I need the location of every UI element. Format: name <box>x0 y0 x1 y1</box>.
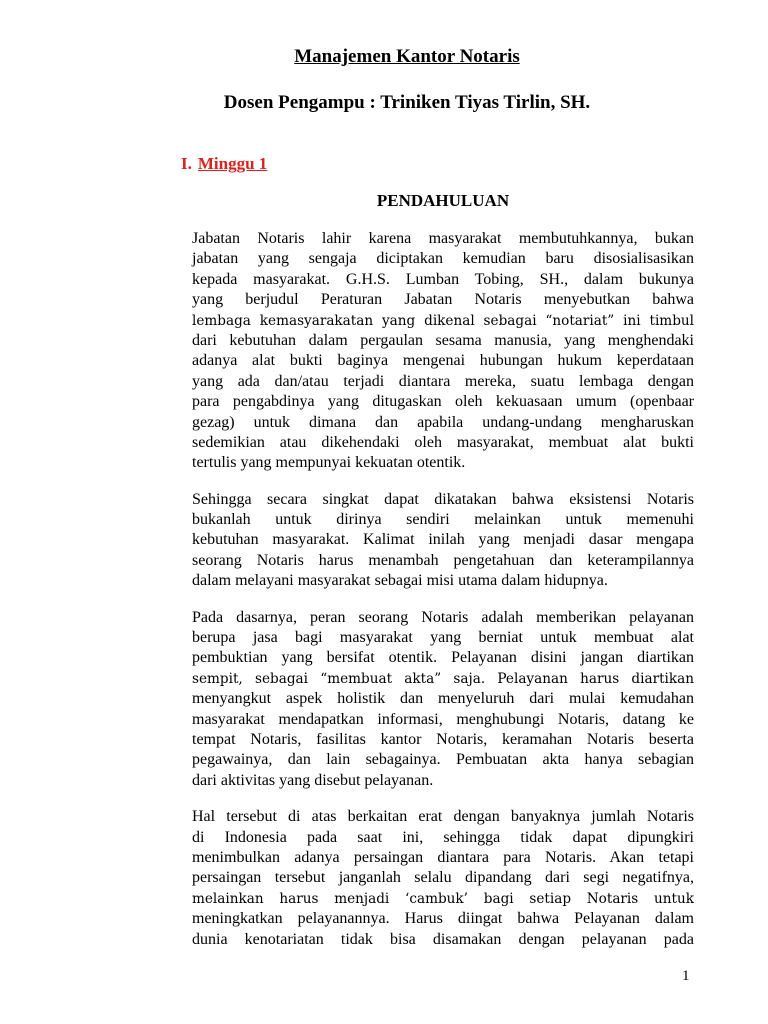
text-line: yang berjudul Peraturan Jabatan Notaris menyebutkan bahwa <box>192 291 694 309</box>
text-line: kebutuhan masyarakat. Kalimat inilah yang menjadi dasar mengapa <box>192 531 694 549</box>
text-line: adanya alat bukti baginya mengenai hubungan hukum keperdataan <box>192 352 694 370</box>
paragraph <box>192 229 694 474</box>
document-title: Manajemen Kantor Notaris <box>294 46 520 67</box>
lecturer-line: Dosen Pengampu : Triniken Tiyas Tirlin, SH. <box>223 92 591 113</box>
text-line: melainkan harus menjadi ‘cambuk’ bagi setiap Notaris untuk <box>192 890 694 907</box>
text-line: Jabatan Notaris lahir karena masyarakat membutuhkannya, bukan <box>192 230 694 247</box>
paragraph <box>192 608 694 792</box>
text-line: sempit, sebagai “membuat akta” saja. Pelayanan harus diartikan <box>192 670 694 687</box>
text-line: dari aktivitas yang disebut pelayanan. <box>192 771 434 789</box>
text-line: sedemikian atau dikehendaki oleh masyarakat, membuat alat bukti <box>192 433 694 451</box>
paragraph <box>192 807 694 950</box>
text-line: Pada dasarnya, peran seorang Notaris adalah memberikan pelayanan <box>192 608 694 626</box>
text-line: di Indonesia pada saat ini, sehingga tidak dapat dipungkiri <box>192 828 694 846</box>
text-line: kepada masyarakat. G.H.S. Lumban Tobing, SH., dalam bukunya <box>192 270 694 288</box>
text-line: masyarakat mendapatkan informasi, menghubungi Notaris, datang ke <box>192 710 694 728</box>
text-line: gezag) untuk dimana dan apabila undang-undang mengharuskan <box>192 413 694 431</box>
text-line: dalam melayani masyarakat sebagai misi utama dalam hidupnya. <box>192 572 608 590</box>
text-line: seorang Notaris harus menambah pengetahuan dan keterampilannya <box>192 551 694 569</box>
section-label: Minggu 1 <box>197 154 268 173</box>
page-number: 1 <box>682 968 690 984</box>
text-line: berupa jasa bagi masyarakat yang berniat untuk membuat alat <box>192 629 694 647</box>
text-line: dari kebutuhan dalam pergaulan sesama manusia, yang menghendaki <box>192 331 694 349</box>
text-line: jabatan yang sengaja diciptakan kemudian baru disosialisasikan <box>192 250 694 268</box>
document-body <box>192 229 694 966</box>
text-line: pembuktian yang bersifat otentik. Pelayanan disini jangan diartikan <box>192 649 694 667</box>
chapter-heading: PENDAHULUAN <box>376 191 510 210</box>
text-line: meningkatkan pelayanannya. Harus diingat bahwa Pelayanan dalam <box>192 910 694 928</box>
paragraph <box>192 490 694 592</box>
section-heading <box>181 154 267 174</box>
text-line: tempat Notaris, fasilitas kantor Notaris, keramahan Notaris beserta <box>192 730 694 748</box>
text-line: pegawainya, dan lain sebagainya. Pembuatan akta hanya sebagian <box>192 751 694 769</box>
text-line: lembaga kemasyarakatan yang dikenal sebagai “notariat” ini timbul <box>192 312 694 329</box>
text-line: Sehingga secara singkat dapat dikatakan bahwa eksistensi Notaris <box>192 490 694 508</box>
text-line: Hal tersebut di atas berkaitan erat dengan banyaknya jumlah Notaris <box>192 808 694 826</box>
section-number: I. <box>181 154 192 173</box>
text-line: menyangkut aspek holistik dan menyeluruh dari mulai kemudahan <box>192 690 694 708</box>
text-line: para pengabdinya yang ditugaskan oleh kekuasaan umum (openbaar <box>192 393 694 411</box>
text-line: dunia kenotariatan tidak bisa disamakan dengan pelayanan pada <box>192 930 694 948</box>
text-line: tertulis yang mempunyai kekuatan otentik. <box>192 454 466 472</box>
text-line: menimbulkan adanya persaingan diantara para Notaris. Akan tetapi <box>192 848 694 866</box>
text-line: bukanlah untuk dirinya sendiri melainkan untuk memenuhi <box>192 511 694 529</box>
text-line: yang ada dan/atau terjadi diantara mereka, suatu lembaga dengan <box>192 372 694 390</box>
text-line: persaingan tersebut janganlah selalu dipandang dari segi negatifnya, <box>192 869 694 887</box>
